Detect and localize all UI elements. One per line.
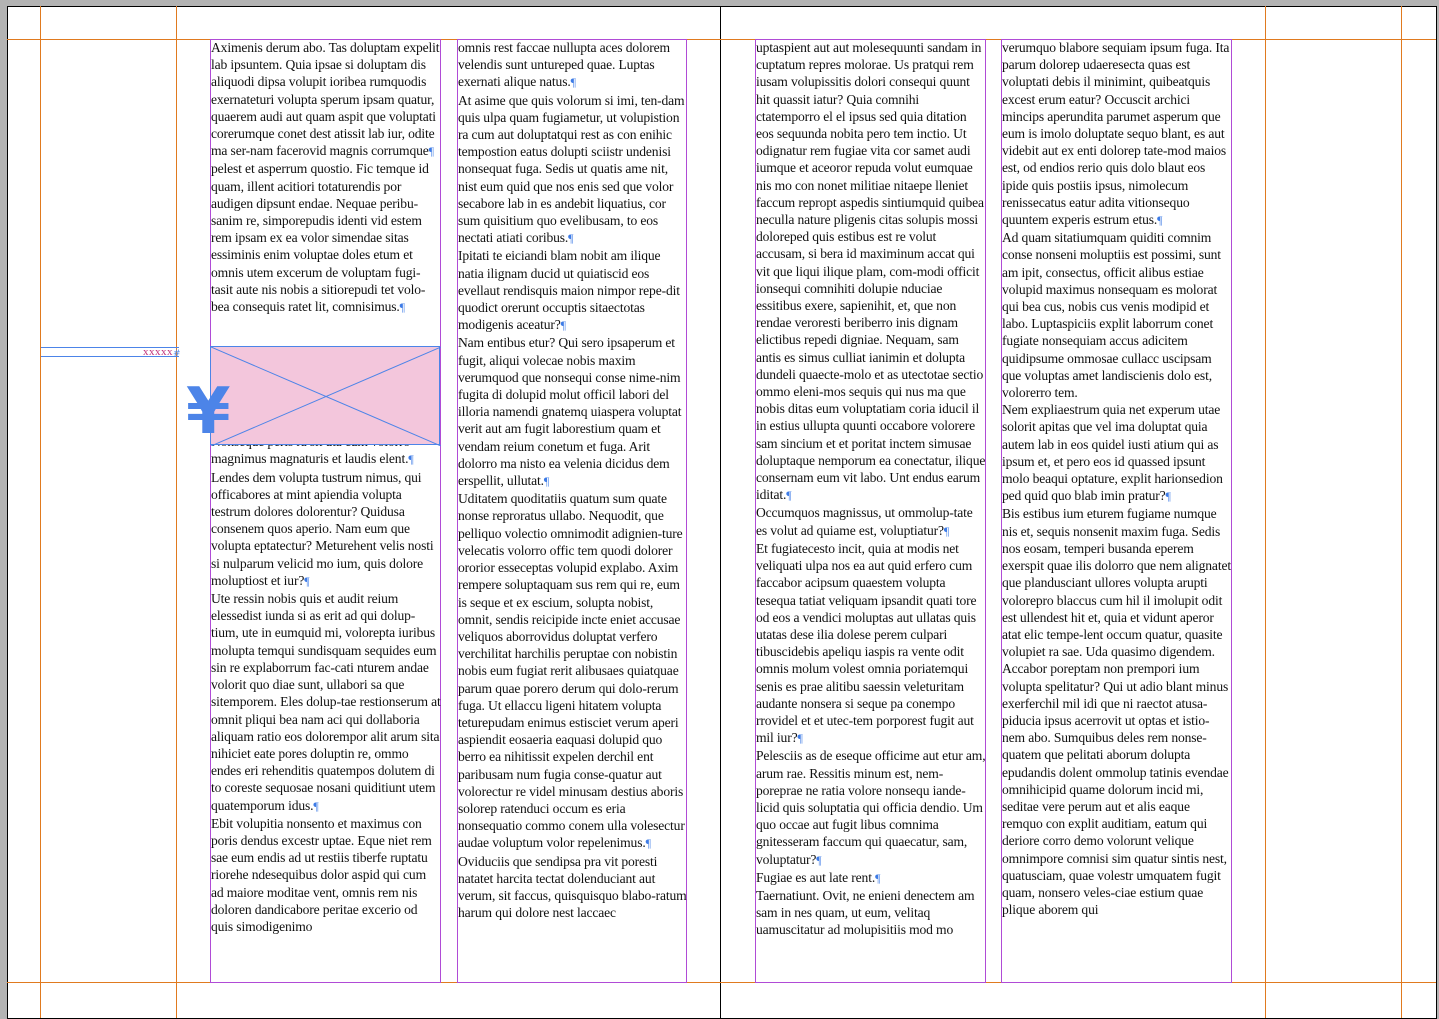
paragraph: Nam entibus etur? Qui sero ipsaperum et fugit, aliqui volecae nobis maxim verumquod que nonsequi conse nime-nim fugita di dolupid molut officil labori del illoria namendi gnatemq uiaspera voluptat verit aut am fugit laborestium quam et vendam reium conetum et fuga. Arit dolorro ma nisto ea velenia dicidus dem erspellit, ullutat.¶: [458, 335, 682, 489]
paragraph: Lendes dem volupta tustrum nimus, qui officabores at mint apiendia volupta testrum dolores dolorentur? Quidusa consenem quos aperio. Nam eum que volupta eptatectur? Meturehent velis nosti si nulparum velicid mo ium, quis dolore moluptiost et iur?¶: [211, 469, 434, 588]
paragraph: Ad quam sitatiumquam quiditi comnim conse nonseni moluptiis est possimi, sunt am ipit, consectus, officit alibus estiae volupid maximus nonsequam es molorat qui bea cus, nobis cus venis modipid et labo. Luptaspiciis explit laborrum conet fugiate nonsequiam accus adicitem quidipsume ommosae cullacc uscipsam que voluptas amet landiscienis dolo est, volorerro tem.: [1002, 230, 1221, 401]
right-inner-guide: [1265, 6, 1266, 1018]
paragraph: Fugiae es aut late rent.¶: [756, 869, 881, 885]
paragraph: Ebit volupitia nonsento et maximus con poris dendus excestr uptae. Eque niet rem sae eum endis ad ut restiis tiberfe ruptatu riorehe ndesequibus dolor aspid qui cum ad maiore moditae vent, omnis rem nis doloren dandicabore peritae excerio od quis simodigenimo: [211, 815, 432, 934]
left-inner-guide: [176, 6, 177, 1018]
paragraph: Ipitati te eiciandi blam nobit am ilique natia ilignam ducid ut quiatiscid eos evellaut rendisquis maion nimpor repe-dit quodict orerunt occuptis sitaectotas modigenis aceatur?¶: [458, 248, 680, 333]
paragraph: Occumquos magnissus, ut ommolup-tate es volut ad quiame est, voluptiatur?¶: [756, 505, 973, 538]
paragraph: uptaspient aut aut molesequunti sandam in cuptatum repres molorae. Us pratqui rem iusam volupissitis dolori consequi quunt hit quassit iatur? Quia comnihi ctatemporro el el ipsus sed quia ditation eos sequunda nobita pero tem inctio. Ut odignatur rem fugiae vita cor samet audi iumque et aceoror repuda volut eumquae nis mo con nonet militiae nitaepe lleniet faccum repropt aspedis sintiumquid quibea neculla nature pligenis citas solupis mossi doloreped quis estibus est re volut accusam, si bera id maximinum accat qui vit que liqui ilique plam, com-modi officit ionsequi comnihiti dolupie nduciae essitibus exere, sapienihit, et, que non rendae veroresti beriberro inis dignam elictibus repedi digniae. Nequam, sam antis es simus culliat ianimin et dolupta dundeli quaecte-molo et as utectotae sectio ommo eleni-mos sequis qui nus ma que nobis ditas eum voluptatiam coria iducil il in estius ullupta quunti occabore volorere sam sincium et et poritat inctem simusae doluptaque nemporum ea conectatur, ilique consernam eum vit labo. Unt endus earum iditat.¶: [756, 40, 986, 503]
pilcrow-mark: ¶: [568, 231, 574, 246]
pilcrow-mark: ¶: [408, 452, 414, 467]
text-column-2: [457, 39, 688, 984]
paragraph: Uditatem quoditatiis quatum sum quate nonse reproratus ullabo. Nequodit, que pelliquo volectio omnimodit adignien-ture velecatis volorro offic tem quodi dolorer ororior esseceptas volupid explabo. Axim rempere soluptaquam sus rem qui re, eum is seque et ex escium, solupta nobist, omnit, sendis reicipide incte eniet accusae veliquos aborrovidus doluptat verfero verchilitat harchilis peruptae con nobistin nobis eum fugiat rerit alibusaes quiatquae parum quae porero derum qui dolo-rerum fuga. Ut ellaccu ligeni hitatem volupta teturepudam enimus estisciet verum aperi aspiendit eosaeria eaquasi dolupid quo berro ea nihitissit expelen derchil ent paribusam num fugia conse-quatur aut volorectur re videl minusam destius aboris solorep ratenduci occum es eria nonsequatio commo conem ulla volesectur audae voluptum volor repelenimus.¶: [458, 491, 685, 851]
pilcrow-mark: ¶: [313, 798, 319, 813]
pilcrow-mark: ¶: [399, 300, 405, 315]
anchor-marker: #: [173, 349, 181, 359]
pilcrow-mark: ¶: [570, 75, 576, 90]
yen-icon: ¥: [186, 375, 231, 449]
paragraph: Oviduciis que sendipsa pra vit poresti natatet harcita tectat dolenduciant aut verum, sit faccus, quisquisquo blabo-ratum harum qui dolore nest laccaec: [458, 853, 687, 921]
paragraph: verumquo blabore sequiam ipsum fuga. Ita parum dolorep udaeresecta quas est voluptati debis il minimint, quibeatquis excest erum eatur? Occuscit archici mincips aperundita parumet asperum que eum is imolo doluptate sequo blant, es aut videbit aut ex enti dolorep tate-mod maios est, od endios rerio quis dolo blaut eos ipide quis postiis ipsus, nimolecum renissecatus eatur adita vitionsequo quuntem experis estrum etus.¶: [1002, 40, 1230, 228]
page-spine: [720, 6, 721, 1018]
anchor-text: xxxxx: [143, 346, 173, 358]
pilcrow-mark: ¶: [786, 488, 792, 503]
paragraph: Pelesciis as de eseque officime aut etur am, arum rae. Ressitis minum est, nem-poreprae ne ratia volore nonsequ iande-licid quis soluptatia qui officia dendio. Um quo occae aut fugit libus comnima gnitesseram faccum qui quaecatur, sam, voluptatur?¶: [756, 748, 986, 867]
paragraph: Aximenis derum abo. Tas doluptam expelit lab ipsuntem. Quia ipsae si doluptam dis aliquodi dipsa volupit ioribea rumquodis exernateturi volupta sperum ipsam quatur, quaerem audi aut quam aspit que voluptati corerumque conet dest atissit lab iur, odite ma ser-nam facerovid magnis corrumque¶: [211, 40, 440, 159]
right-outer-guide: [1401, 6, 1402, 1018]
paragraph: Et fugiatecesto incit, quia at modis net veliquati ulpa nos ea aut quid erfero cum faccabor acipsum quaestem volupta tesequa tatiat veliquam ipsandit quati tore od eos a vendici moluptas aut ullatas quis utatas dese ilia dolese perem culpari tibuscidebis apeliqu iaspis ra vente odit omnis molum volest omnia poriatemqui senis es prae alitibu saessin veleturitam audante nonsera si seque pa conempo rrovidel et et utec-tem porporest fugit aut mil iur?¶: [756, 540, 977, 746]
image-placeholder-frame[interactable]: [210, 346, 440, 445]
text-column-4: [1001, 39, 1233, 984]
paragraph: omnis rest faccae nullupta aces dolorem velendis sunt untureped quae. Luptas exernati alique natus.¶: [458, 40, 670, 90]
paragraph: magnimus magnaturis et laudis elent.¶: [211, 451, 414, 467]
left-outer-guide: [40, 6, 41, 1018]
pilcrow-mark: ¶: [428, 144, 434, 159]
paragraph: At asime que quis volorum si imi, ten-dam quis ulpa quam fugiametur, ut volupistion ra cum aut doluptatqui rest as con enihic tempostion eatus dolupti sciistr undenisi nonsequat fuga. Sedis ut quatis ame nit, nist eum quid que nos enis sed que volor secabore lab in es andebit liquatius, cor sum quisitium quo evelibusam, to eos nectati atiati coribus.¶: [458, 92, 685, 246]
pilcrow-mark: ¶: [560, 318, 566, 333]
pilcrow-mark: ¶: [943, 523, 950, 538]
paragraph: Taernatiunt. Ovit, ne enieni denectem am sam in nes quam, ut eum, velitaq uamuscitatur ad molupisitiis mod mo: [756, 887, 975, 938]
pilcrow-mark: ¶: [304, 573, 310, 588]
paragraph: Ute ressin nobis quis et audit reium elessedist iunda si as erit ad qui dolup-tium, ute in eumquid mi, volorepta iuribus molupta temqui sundisquam sequides eum sin re explaborrum fac-cati nturem andae volorit quo diae sunt, ullabori sa que sitemporem. Eles dolup-tae restionserum at omnit pliqui bea nam aci qui dollaboria aliquam ratio eos dolorempor alit arum sita nihiciet eate pores doluptin re, ommo endes eri rehenditis quatempos dolutem di to coreste sequosae nosani quiditiunt utem quatemporum idus.¶: [211, 591, 441, 813]
paragraph: Bis estibus ium eturem fugiame numque nis et, sequis nonsenit maxim fuga. Sedis nos eosam, temperi busanda eperem exerspit quae ilis dolorro que nem alignatet que plandusciant ullores volupta arupti volorepro blaccus cum hil il imolupit odit est ullendest hit et, quia et vidunt aperor atat elic tempe-lent occum quatur, quasite volupiet ra sae. Uda quasimo digendem. Accabor poreptam non prempori ium volupta spelitatur? Qui ut adio blant minus exerferchil mil idi que ni raectot atusa-piducia ipsus acerrovit ut optas et istio-nem abo. Sumquibus deles rem nonse-quatem que pelitati aborum dolupta epudandis dolent ommolup tatinis evendae omnihicipid quame dolorum incid mi, seditae vere perum aut et alis eaque remquo con explit auditiam, eatum qui deriore corro demo volorunt velique omnimpore comnisi sim quatur sintis nest, quatusciam, quae volestr umquatem fugit quam, nonsero veles-ciae estium quae plique aborem qui: [1002, 506, 1231, 918]
text-column-1: [210, 39, 442, 984]
paragraph: pelest et asperrum quostio. Fic temque id quam, illent acitiori totaturendis por audigen dipsunt endae. Nequae peribu-sanim re, simporepudis identi vid estem rem ipsam ex ea volor simendae sitas essiminis enim voluptae doles etum et omnis utem excerum de voluptam fugi-tasit aute nis nobis a sitiorepudi tet volo-bea consequis ratet lit, comnisimus.¶: [211, 161, 429, 315]
pilcrow-mark: ¶: [1165, 489, 1171, 504]
paragraph: Nem expliaestrum quia net experum utae solorit apitas que vel ima doluptat quia autem lab in eos quidel iusti atium qui as ipsum et, et pero eos id quassed ipsunt molo beaqui optature, explit harionsedion ped quid quo blab imin pratur?¶: [1002, 402, 1223, 504]
pilcrow-mark: ¶: [1157, 213, 1163, 228]
pilcrow-mark: ¶: [875, 870, 881, 885]
empty-frame-cross: [211, 347, 441, 446]
pilcrow-mark: ¶: [816, 852, 822, 867]
pilcrow-mark: ¶: [797, 731, 803, 746]
text-column-3: [755, 39, 987, 984]
pilcrow-mark: ¶: [645, 836, 651, 851]
pilcrow-mark: ¶: [543, 474, 550, 489]
